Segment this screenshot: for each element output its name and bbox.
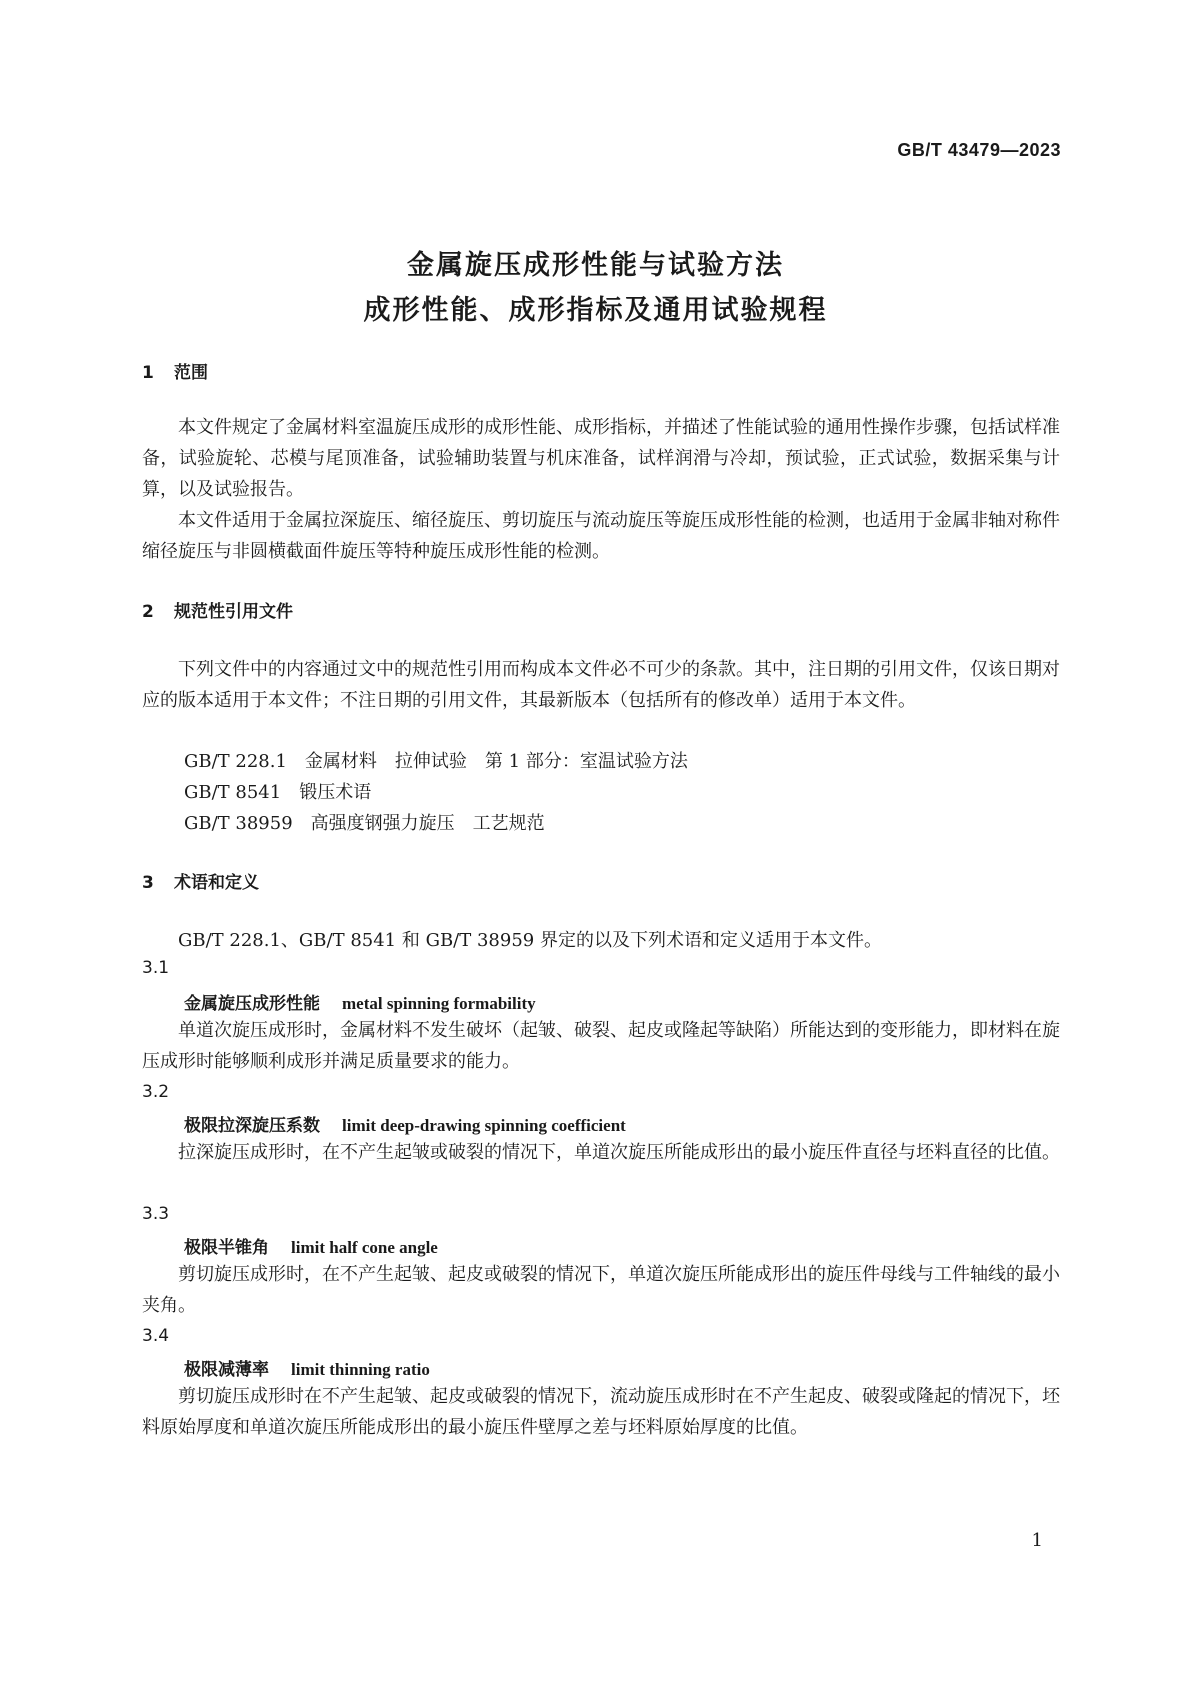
terms-intro-paragraph: GB/T 228.1、GB/T 8541 和 GB/T 38959 界定的以及下列术语和定义适用于本文件。 [178,930,882,951]
term-chinese: 金属旋压成形性能 [184,994,320,1014]
term-english: limit deep-drawing spinning coefficient [342,1116,626,1135]
term-number: 3.4 [142,1326,170,1346]
section-title: 术语和定义 [174,873,259,893]
section-number: 2 [142,602,154,622]
term-english: limit half cone angle [291,1238,438,1257]
term-definition: 拉深旋压成形时，在不产生起皱或破裂的情况下，单道次旋压所能成形出的最小旋压件直径与坯料直径的比值。 [178,1142,1060,1163]
term-heading [184,1233,438,1258]
section-heading-normative-references [142,597,293,622]
term-english: metal spinning formability [342,994,536,1013]
term-number: 3.3 [142,1204,170,1224]
term-chinese: 极限减薄率 [184,1360,269,1380]
term-chinese: 极限拉深旋压系数 [184,1116,320,1136]
scope-paragraph-1: 本文件规定了金属材料室温旋压成形的成形性能、成形指标，并描述了性能试验的通用性操作步骤，包括试样准备，试验旋轮、芯模与尾顶准备，试验辅助装置与机床准备，试样润滑与冷却，预试验，正式试验，数据采集与计算，以及试验报告。 [142,417,1060,500]
section-number: 3 [142,873,154,893]
term-heading [184,1355,430,1380]
reference-item: GB/T 8541 锻压术语 [184,782,372,803]
reference-item: GB/T 228.1 金属材料 拉伸试验 第 1 部分：室温试验方法 [184,751,688,772]
term-chinese: 极限半锥角 [184,1238,269,1258]
term-heading [184,989,536,1014]
term-definition: 单道次旋压成形时，金属材料不发生破坏（起皱、破裂、起皮或隆起等缺陷）所能达到的变形能力，即材料在旋压成形时能够顺利成形并满足质量要求的能力。 [142,1020,1060,1072]
references-intro-paragraph: 下列文件中的内容通过文中的规范性引用而构成本文件必不可少的条款。其中，注日期的引用文件，仅该日期对应的版本适用于本文件；不注日期的引用文件，其最新版本（包括所有的修改单）适用于本文件。 [142,659,1060,711]
section-heading-scope [142,358,208,383]
document-title-line-2: 成形性能、成形指标及通用试验规程 [363,295,828,326]
term-definition: 剪切旋压成形时，在不产生起皱、起皮或破裂的情况下，单道次旋压所能成形出的旋压件母线与工件轴线的最小夹角。 [142,1264,1060,1316]
term-number: 3.2 [142,1082,170,1102]
term-definition: 剪切旋压成形时在不产生起皱、起皮或破裂的情况下，流动旋压成形时在不产生起皮、破裂或隆起的情况下，坯料原始厚度和单道次旋压所能成形出的最小旋压件壁厚之差与坯料原始厚度的比值。 [142,1386,1060,1438]
reference-item: GB/T 38959 高强度钢强力旋压 工艺规范 [184,813,545,834]
section-title: 规范性引用文件 [174,602,293,622]
page-number: 1 [1031,1530,1043,1551]
standard-code: GB/T 43479—2023 [897,140,1061,160]
term-heading [184,1111,626,1136]
term-english: limit thinning ratio [291,1360,430,1379]
term-number: 3.1 [142,958,170,978]
document-title-line-1: 金属旋压成形性能与试验方法 [407,250,784,281]
section-title: 范围 [174,363,208,383]
scope-paragraph-2: 本文件适用于金属拉深旋压、缩径旋压、剪切旋压与流动旋压等旋压成形性能的检测，也适用于金属非轴对称件缩径旋压与非圆横截面件旋压等特种旋压成形性能的检测。 [142,510,1060,562]
section-heading-terms-definitions [142,868,259,893]
section-number: 1 [142,363,154,383]
